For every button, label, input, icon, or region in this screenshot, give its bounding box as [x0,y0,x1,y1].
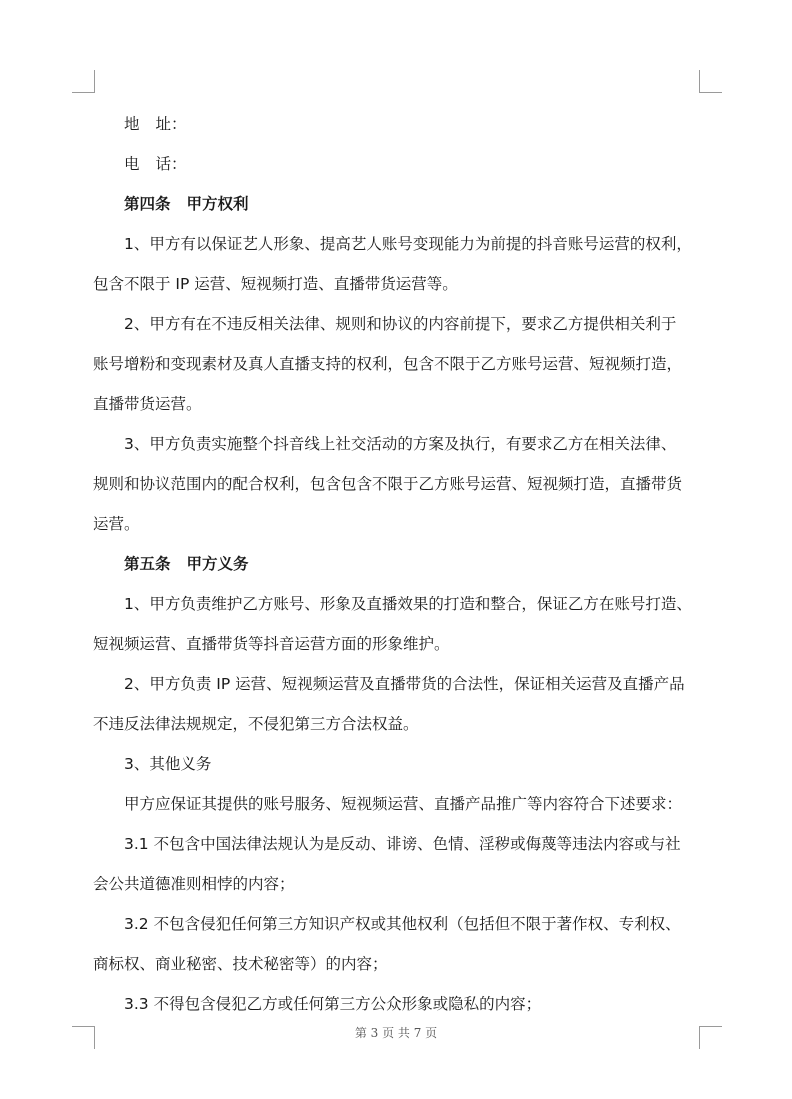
phone-colon: ： [171,155,187,173]
phone-label-char-2: 话 [155,155,172,173]
corner-mark-top-left [72,70,95,93]
paragraph-line: 会公共道德准则相悖的内容； [93,875,295,893]
paragraph-line: 短视频运营、直播带货等抖音运营方面的形象维护。 [93,635,450,653]
paragraph-line: 甲方应保证其提供的账号服务、短视频运营、直播产品推广等内容符合下述要求： [124,795,683,813]
paragraph-line: 1、甲方负责维护乙方账号、形象及直播效果的打造和整合，保证乙方在账号打造、 [124,595,692,613]
paragraph-line: 运营。 [93,515,140,533]
paragraph-line: 2、甲方负责 IP 运营、短视频运营及直播带货的合法性，保证相关运营及直播产品 [124,675,685,693]
corner-mark-top-right [699,70,722,93]
paragraph-line: 规则和协议范围内的配合权利，包含包含不限于乙方账号运营、短视频打造，直播带货 [93,475,683,493]
address-colon: ： [171,115,187,133]
paragraph-line: 2、甲方有在不违反相关法律、规则和协议的内容前提下，要求乙方提供相关利于 [124,315,677,333]
phone-label-char-1: 电 [124,155,140,173]
address-label-char-2: 址 [155,115,172,133]
document-body [93,104,701,1024]
paragraph-line: 商标权、商业秘密、技术秘密等）的内容； [93,955,388,973]
paragraph-line: 3.3 不得包含侵犯乙方或任何第三方公众形象或隐私的内容； [124,995,542,1013]
article-4-number: 第四条 [124,195,171,213]
address-label-char-1: 地 [124,115,140,133]
article-4-heading [93,184,701,224]
phone-line [93,144,701,184]
address-line [93,104,701,144]
paragraph-line: 3、甲方负责实施整个抖音线上社交活动的方案及执行，有要求乙方在相关法律、 [124,435,677,453]
paragraph-line: 3、其他义务 [124,755,212,773]
paragraph-line: 不违反法律法规规定，不侵犯第三方合法权益。 [93,715,419,733]
paragraph-line: 直播带货运营。 [93,395,202,413]
article-4-title: 甲方权利 [186,195,249,213]
article-5-number: 第五条 [124,555,171,573]
article-5-title: 甲方义务 [186,555,249,573]
paragraph-line: 包含不限于 IP 运营、短视频打造、直播带货运营等。 [93,275,458,293]
article-5-heading [93,544,701,584]
paragraph-line: 3.2 不包含侵犯任何第三方知识产权或其他权利（包括但不限于著作权、专利权、 [124,915,681,933]
page-number-footer: 第 3 页 共 7 页 [354,1026,438,1040]
paragraph-line: 1、甲方有以保证艺人形象、提高艺人账号变现能力为前提的抖音账号运营的权利， [124,235,692,253]
paragraph-line: 账号增粉和变现素材及真人直播支持的权利，包含不限于乙方账号运营、短视频打造， [93,355,683,373]
paragraph-line: 3.1 不包含中国法律法规认为是反动、诽谤、色情、淫秽或侮蔑等违法内容或与社 [124,835,681,853]
